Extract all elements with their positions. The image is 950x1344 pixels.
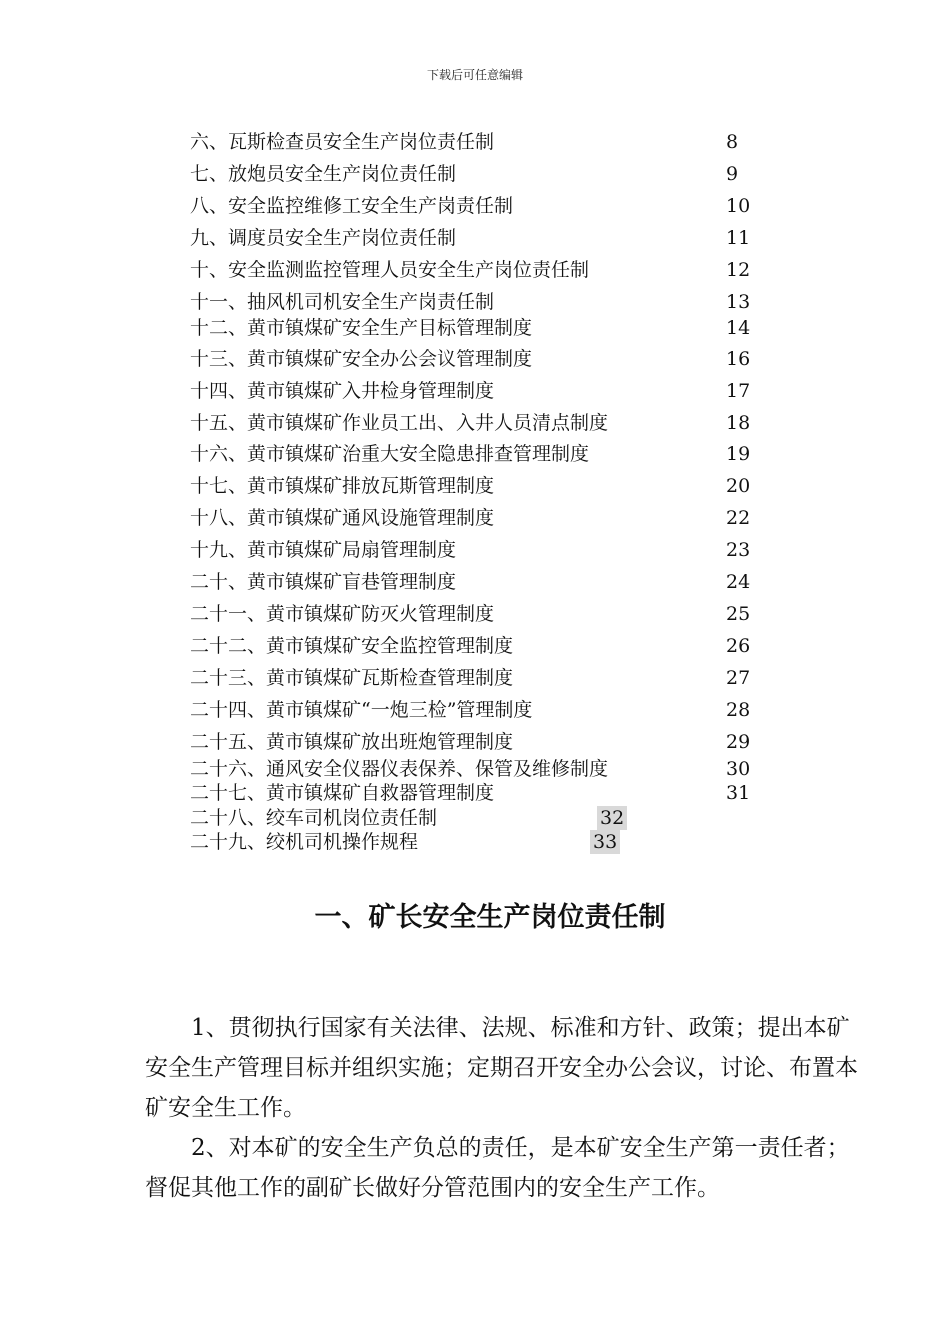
toc-entry[interactable] [190, 316, 790, 340]
toc-entry-page: 9 [726, 163, 739, 185]
toc-entry-page: 13 [726, 291, 751, 313]
toc-entry-page: 27 [726, 667, 751, 689]
toc-entry-title: 十一、抽风机司机安全生产岗责任制 [190, 291, 495, 313]
toc-entry[interactable] [190, 730, 790, 754]
toc-entry-page: 31 [726, 782, 751, 804]
toc-entry-title: 二十一、黄市镇煤矿防灭火管理制度 [190, 603, 495, 625]
toc-entry-title: 十四、黄市镇煤矿入井检身管理制度 [190, 380, 495, 402]
toc-entry-page: 14 [726, 317, 751, 339]
toc-entry-title: 二十七、黄市镇煤矿自救器管理制度 [190, 782, 495, 804]
toc-entry[interactable] [190, 698, 790, 722]
toc-entry[interactable] [190, 666, 790, 690]
toc-entry[interactable] [190, 130, 790, 154]
toc-entry[interactable] [190, 258, 790, 282]
toc-entry-title: 八、安全监控维修工安全生产岗责任制 [190, 195, 514, 217]
toc-entry[interactable] [190, 506, 790, 530]
toc-entry-title: 二十九、绞机司机操作规程 [190, 831, 419, 853]
toc-entry-title: 十九、黄市镇煤矿局扇管理制度 [190, 539, 457, 561]
toc-entry-page: 26 [726, 635, 751, 657]
toc-entry-title: 七、放炮员安全生产岗位责任制 [190, 163, 457, 185]
toc-entry[interactable] [190, 379, 790, 403]
toc-entry-page: 17 [726, 380, 751, 402]
toc-entry-title: 十、安全监测监控管理人员安全生产岗位责任制 [190, 259, 590, 281]
toc-entry[interactable] [190, 806, 790, 830]
toc-entry-page: 22 [726, 507, 751, 529]
toc-entry-page: 20 [726, 475, 751, 497]
toc-entry-title: 二十六、通风安全仪器仪表保养、保管及维修制度 [190, 758, 609, 780]
toc-entry[interactable] [190, 474, 790, 498]
toc-entry[interactable] [190, 634, 790, 658]
toc-entry-page: 33 [590, 830, 620, 854]
section-heading: 一、矿长安全生产岗位责任制 [314, 902, 666, 933]
toc-entry[interactable] [190, 411, 790, 435]
body-paragraph: 1、贯彻执行国家有关法律、法规、标准和方针、政策；提出本矿安全生产管理目标并组织实施；定期召开安全办公会议，讨论、布置本矿安全生工作。 [145, 1015, 858, 1121]
toc-entry[interactable] [190, 226, 790, 250]
toc-entry-title: 十七、黄市镇煤矿排放瓦斯管理制度 [190, 475, 495, 497]
toc-entry[interactable] [190, 602, 790, 626]
toc-entry[interactable] [190, 538, 790, 562]
toc-entry-title: 二十、黄市镇煤矿盲巷管理制度 [190, 571, 457, 593]
toc-entry-page: 32 [597, 806, 627, 830]
toc-entry-title: 十二、黄市镇煤矿安全生产目标管理制度 [190, 317, 533, 339]
toc-entry[interactable] [190, 570, 790, 594]
toc-entry-title: 十三、黄市镇煤矿安全办公会议管理制度 [190, 348, 533, 370]
body-paragraph: 2、对本矿的安全生产负总的责任，是本矿安全生产第一责任者；督促其他工作的副矿长做好分管范围内的安全生产工作。 [145, 1135, 850, 1201]
toc-entry-page: 10 [726, 195, 751, 217]
toc-entry-page: 25 [726, 603, 751, 625]
toc-entry-page: 28 [726, 699, 751, 721]
toc-entry-page: 8 [726, 131, 739, 153]
toc-entry-title: 二十二、黄市镇煤矿安全监控管理制度 [190, 635, 514, 657]
toc-entry[interactable] [190, 830, 790, 854]
toc-entry-page: 23 [726, 539, 751, 561]
toc-entry-title: 十五、黄市镇煤矿作业员工出、入井人员清点制度 [190, 412, 609, 434]
toc-entry[interactable] [190, 442, 790, 466]
toc-entry-title: 二十三、黄市镇煤矿瓦斯检查管理制度 [190, 667, 514, 689]
toc-entry-page: 16 [726, 348, 751, 370]
toc-entry[interactable] [190, 781, 790, 805]
toc-entry-title: 九、调度员安全生产岗位责任制 [190, 227, 457, 249]
toc-entry-page: 24 [726, 571, 751, 593]
toc-entry[interactable] [190, 194, 790, 218]
toc-entry-title: 十六、黄市镇煤矿治重大安全隐患排查管理制度 [190, 443, 590, 465]
toc-entry-page: 18 [726, 412, 751, 434]
toc-entry-page: 19 [726, 443, 751, 465]
toc-entry-title: 二十四、黄市镇煤矿“一炮三检”管理制度 [190, 699, 533, 721]
toc-entry-title: 二十五、黄市镇煤矿放出班炮管理制度 [190, 731, 514, 753]
toc-entry[interactable] [190, 290, 790, 314]
toc-entry[interactable] [190, 162, 790, 186]
toc-entry[interactable] [190, 757, 790, 781]
toc-entry-title: 六、瓦斯检查员安全生产岗位责任制 [190, 131, 495, 153]
toc-entry-page: 12 [726, 259, 751, 281]
toc-entry-title: 二十八、绞车司机岗位责任制 [190, 807, 438, 829]
header-note: 下载后可任意编辑 [426, 68, 523, 82]
toc-entry[interactable] [190, 347, 790, 371]
toc-entry-page: 11 [726, 227, 751, 249]
toc-entry-page: 30 [726, 758, 751, 780]
toc-entry-title: 十八、黄市镇煤矿通风设施管理制度 [190, 507, 495, 529]
toc-entry-page: 29 [726, 731, 751, 753]
section-body [145, 1008, 860, 1208]
